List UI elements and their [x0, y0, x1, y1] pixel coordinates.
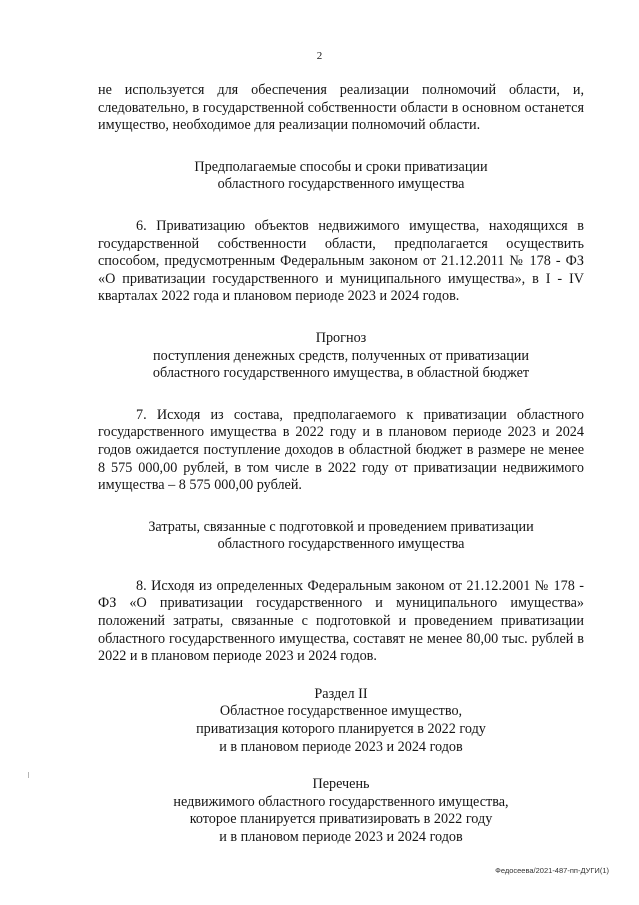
- paragraph-7: 7. Исходя из состава, предполагаемого к приватизации областного государственного имущества в 2022 году и в плановом периоде 2023 и 2024 годов ожидается поступление доходов в областной бюджет в размере не менее 8 575 000,00 рублей, в том числе в 2022 году от приватизации недвижимого имущества – 8 575 000,00 рублей.: [98, 406, 584, 494]
- heading-line: которое планируется приватизировать в 2022 году: [189, 811, 493, 828]
- heading-line: Прогноз: [315, 329, 367, 346]
- heading-line: недвижимого областного государственного имущества,: [173, 793, 509, 810]
- heading-line: областного государственного имущества: [217, 176, 465, 193]
- heading-line: Затраты, связанные с подготовкой и проведением приватизации: [148, 518, 534, 535]
- section-heading-forecast: [98, 330, 584, 383]
- document-body: [98, 82, 584, 847]
- section-heading-privatization-methods: [98, 159, 584, 194]
- margin-mark: [28, 772, 29, 778]
- section-heading-costs: [98, 519, 584, 554]
- intro-paragraph: не используется для обеспечения реализации полномочий области, и, следовательно, в государственной собственности области в основном останется имущество, необходимое для реализации полномочий области.: [98, 82, 584, 134]
- section-heading-list: [98, 776, 584, 846]
- heading-line: областного государственного имущества: [217, 536, 465, 553]
- heading-line: Раздел II: [314, 685, 368, 702]
- heading-line: областного государственного имущества, в областной бюджет: [152, 365, 530, 382]
- paragraph-6: 6. Приватизацию объектов недвижимого имущества, находящихся в государственной собственности области, предполагается осуществить способом, предусмотренным Федеральным законом от 21.12.2011 № 178 - ФЗ «О приватизации государственного и муниципального имущества», в I - IV кварталах 2022 года и плановом периоде 2023 и 2024 годов.: [98, 217, 584, 305]
- page-number: 2: [316, 50, 323, 62]
- footer-document-code: Федосеева/2021-487-пп-ДУГИ(1): [495, 866, 609, 875]
- heading-line: Предполагаемые способы и сроки приватизации: [194, 158, 488, 175]
- heading-line: и в плановом периоде 2023 и 2024 годов: [219, 829, 463, 845]
- heading-line: поступления денежных средств, полученных от приватизации: [153, 347, 529, 364]
- section-heading-part-2: [98, 686, 584, 756]
- heading-line: Областное государственное имущество,: [219, 703, 463, 720]
- heading-line: Перечень: [312, 776, 370, 793]
- heading-line: и в плановом периоде 2023 и 2024 годов: [219, 738, 463, 755]
- heading-line: приватизация которого планируется в 2022 году: [196, 721, 486, 738]
- paragraph-8: 8. Исходя из определенных Федеральным законом от 21.12.2001 № 178 - ФЗ «О приватизации государственного и муниципального имущества» положений затраты, связанные с подготовкой и проведением приватизации областного государственного имущества, составят не менее 80,00 тыс. рублей в 2022 и в плановом периоде 2023 и 2024 годов.: [98, 577, 584, 665]
